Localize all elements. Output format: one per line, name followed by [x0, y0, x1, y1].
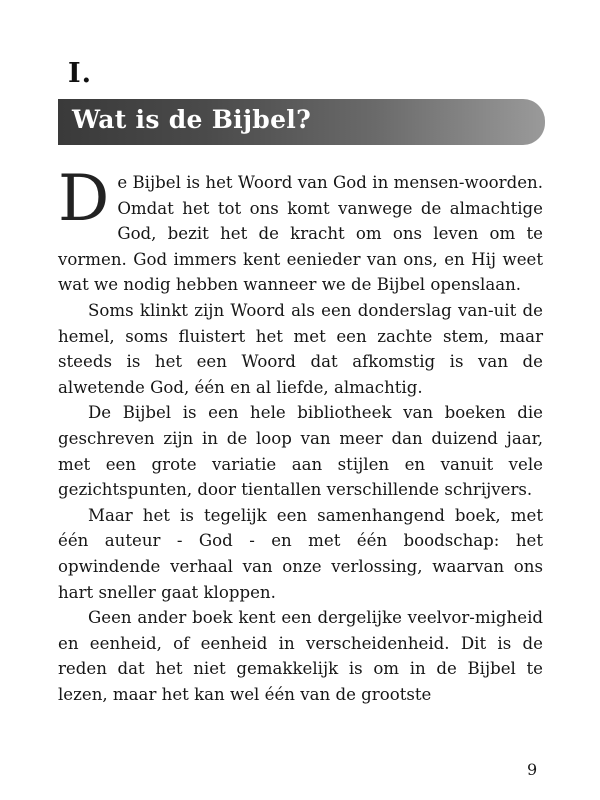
paragraph-3: De Bijbel is een hele bibliotheek van boeken die geschreven zijn in de loop van meer dan duizend jaar, met een grote variatie aan stijlen en vanuit vele gezichtspunten, door tientallen verschillende schrijvers.: [58, 403, 543, 500]
paragraph-5: Geen ander boek kent een dergelijke veelvor-migheid en eenheid, of eenheid in verscheidenheid. Dit is de reden dat het niet gemakkelijk is om in de Bijbel te lezen, maar het kan wel één van de grootste: [58, 608, 543, 704]
chapter-title: Wat is de Bijbel?: [72, 105, 312, 134]
paragraph-4: Maar het is tegelijk een samenhangend boek, met één auteur - God - en met één boodschap: het opwindende verhaal van onze verlossing, waarvan ons hart sneller gaat kloppen.: [58, 505, 543, 602]
paragraph-1: [58, 162, 543, 298]
page-number: 9: [527, 760, 538, 779]
paragraph-1-text: e Bijbel is het Woord van God in mensen-woorden. Omdat het tot ons komt vanwege de almachtige God, bezit het de kracht om ons leven om te vormen. God immers kent eenieder van ons, en Hij weet wat we nodig hebben wanneer we de Bijbel openslaan.: [58, 173, 543, 295]
paragraph-2: Soms klinkt zijn Woord als een donderslag van-uit de hemel, soms fluistert het met een zachte stem, maar steeds is het een Woord dat afkomstig is van de alwetende God, één en al liefde, almachtig.: [58, 300, 543, 397]
drop-cap: D: [58, 162, 110, 236]
body-text: [58, 162, 543, 707]
chapter-title-bar: [58, 99, 545, 145]
chapter-number: I.: [68, 58, 93, 89]
